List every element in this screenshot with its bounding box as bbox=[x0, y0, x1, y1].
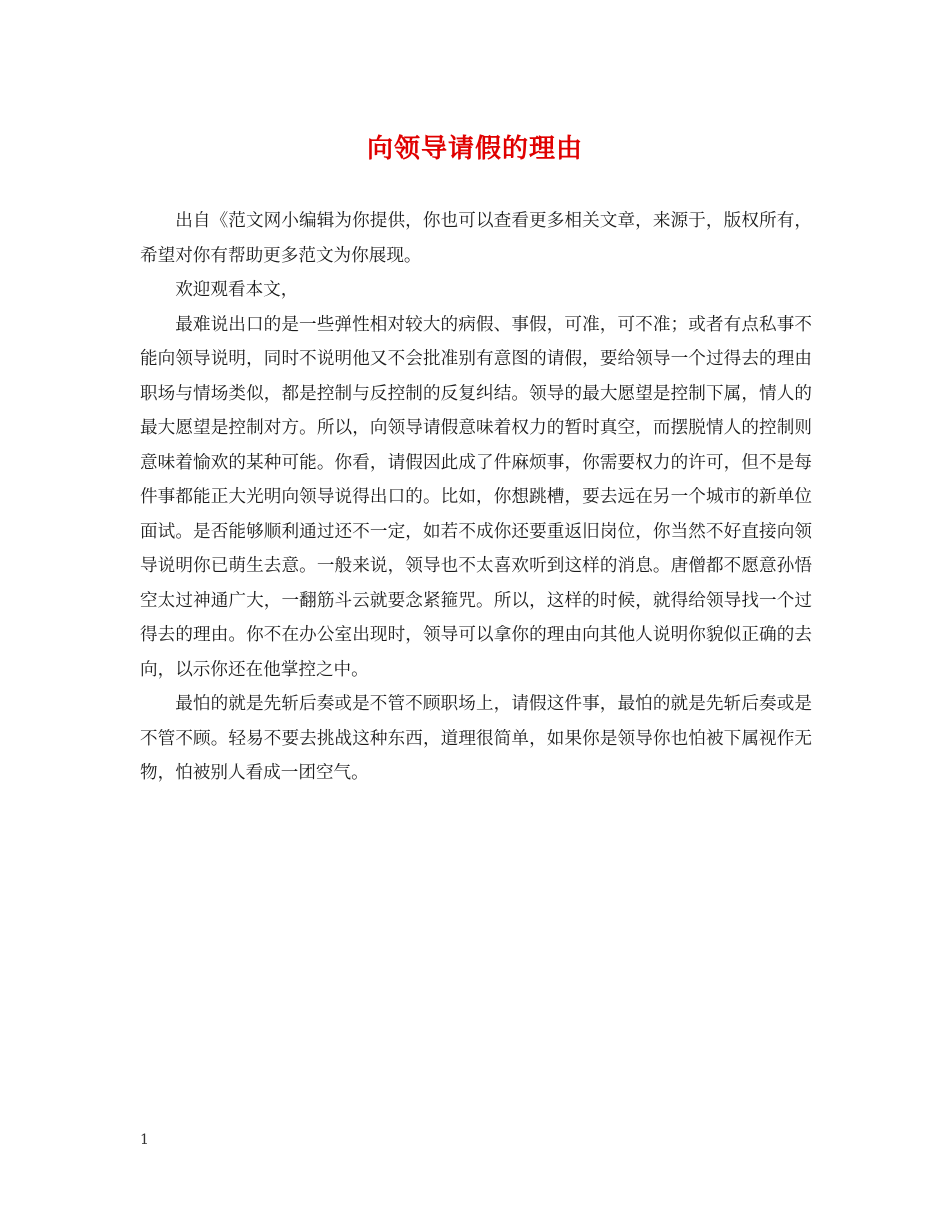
page-number: 1 bbox=[140, 1132, 149, 1148]
document-body bbox=[140, 204, 812, 791]
paragraph-main: 最难说出口的是一些弹性相对较大的病假、事假，可准，可不准；或者有点私事不能向领导说明，同时不说明他又不会批准别有意图的请假，要给领导一个过得去的理由职场与情场类似，都是控制与反控制的反复纠结。领导的最大愿望是控制下属，情人的最大愿望是控制对方。所以，向领导请假意味着权力的暂时真空，而摆脱情人的控制则意味着愉欢的某种可能。你看，请假因此成了件麻烦事，你需要权力的许可，但不是每件事都能正大光明向领导说得出口的。比如，你想跳槽，要去远在另一个城市的新单位面试。是否能够顺利通过还不一定，如若不成你还要重返旧岗位，你当然不好直接向领导说明你已萌生去意。一般来说，领导也不太喜欢听到这样的消息。唐僧都不愿意孙悟空太过神通广大，一翻筋斗云就要念紧箍咒。所以，这样的时候，就得给领导找一个过得去的理由。你不在办公室出现时，领导可以拿你的理由向其他人说明你貌似正确的去向，以示你还在他掌控之中。 bbox=[140, 314, 812, 680]
paragraph-conclusion: 最怕的就是先斩后奏或是不管不顾职场上，请假这件事，最怕的就是先斩后奏或是不管不顾。轻易不要去挑战这种东西，道理很简单，如果你是领导你也怕被下属视作无物，怕被别人看成一团空气。 bbox=[140, 694, 812, 783]
paragraph-welcome: 欢迎观看本文， bbox=[175, 280, 299, 300]
document-title: 向领导请假的理由 bbox=[366, 134, 583, 164]
paragraph-source-note: 出自《范文网小编辑为你提供，你也可以查看更多相关文章，来源于，版权所有，希望对你有帮助更多范文为你展现。 bbox=[140, 211, 812, 266]
